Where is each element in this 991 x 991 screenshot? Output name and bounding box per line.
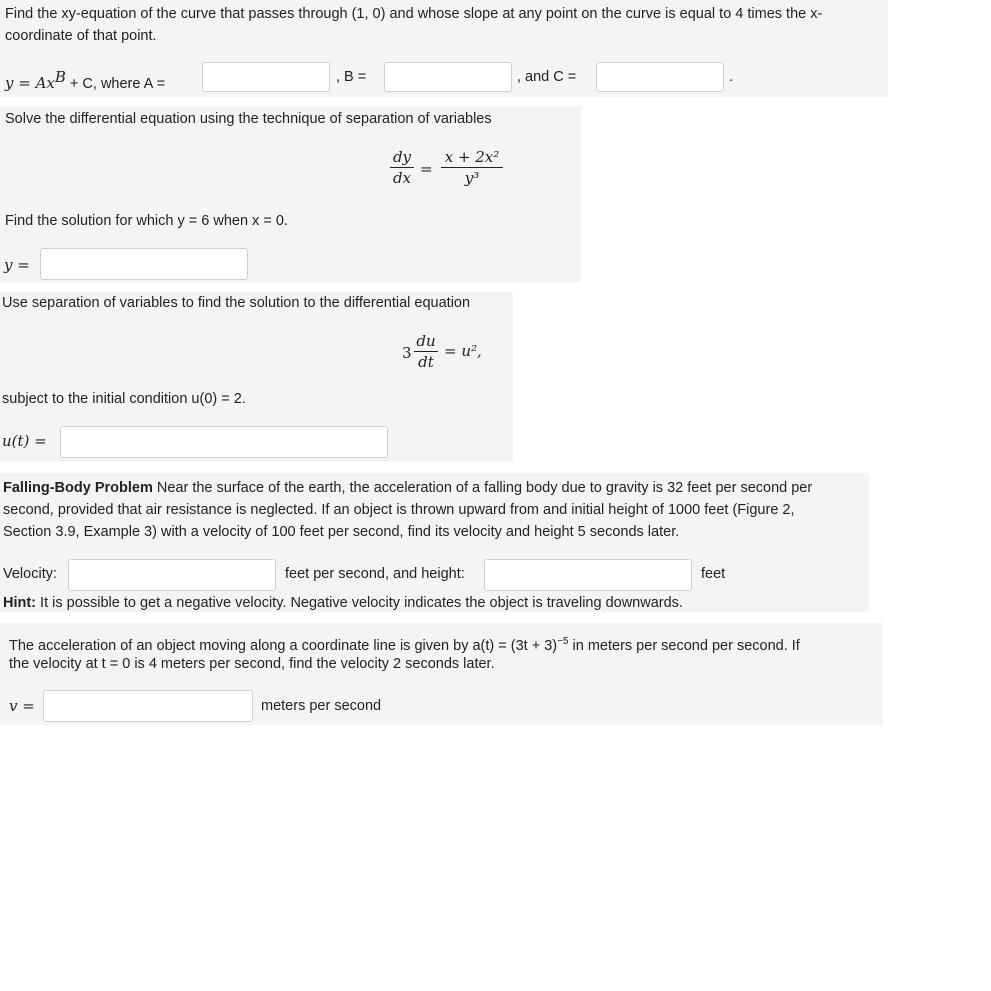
q2-lhs-fraction: [390, 148, 414, 187]
q4-text-line3: Section 3.9, Example 3) with a velocity of 100 feet per second, find its velocity and height 5 seconds later.: [3, 524, 680, 540]
q2-equals-sign: =: [420, 160, 433, 178]
q4-velocity-label: Velocity:: [3, 566, 57, 582]
q1-eq-prefix: y = Ax: [5, 73, 55, 92]
q1-text-line2: coordinate of that point.: [5, 28, 157, 44]
q4-title: Falling-Body Problem: [3, 480, 153, 496]
q2-lhs-denominator: dx: [392, 169, 412, 187]
q3-fraction-bar: [414, 351, 438, 352]
q3-coefficient: 3: [402, 344, 412, 362]
q5-unit-label: meters per second: [261, 698, 382, 714]
q2-answer-label: y =: [4, 256, 30, 274]
q4-text-line2: second, provided that air resistance is neglected. If an object is thrown upward from and initial height of 1000 feet (Figure 2,: [3, 502, 795, 518]
q3-numerator: du: [416, 332, 436, 350]
q5-text-line2: the velocity at t = 0 is 4 meters per second, find the velocity 2 seconds later.: [9, 656, 495, 672]
q4-hint-text: It is possible to get a negative velocity. Negative velocity indicates the object is traveling downwards.: [36, 595, 683, 611]
velocity-input[interactable]: [68, 559, 276, 591]
q5-line1b: in meters per second per second. If: [568, 637, 800, 654]
q2-rhs-fraction: [441, 148, 503, 187]
q3-rhs: = u²,: [444, 342, 482, 360]
q5-line1a: The acceleration of an object moving along a coordinate line is given by a(t) = (3t + 3): [9, 637, 558, 654]
q2-rhs-numerator: x + 2x²: [444, 148, 500, 166]
q2-rhs-denominator: y³: [464, 169, 480, 187]
answer-a-input[interactable]: [202, 62, 330, 92]
q1-equation-label: [5, 66, 165, 95]
q4-text-line1: [3, 477, 812, 499]
q1-text-line1: Find the xy-equation of the curve that passes through (1, 0) and whose slope at any point on the curve is equal to 4 times the x-: [5, 6, 823, 22]
q3-condition: subject to the initial condition u(0) = 2.: [2, 391, 246, 407]
height-input[interactable]: [484, 559, 692, 591]
q1-end-period: .: [729, 69, 734, 85]
q5-velocity-input[interactable]: [43, 690, 253, 722]
q4-mid-label: feet per second, and height:: [285, 566, 465, 582]
q2-rhs-fraction-bar: [441, 167, 503, 168]
q5-line1-sup: −5: [557, 636, 569, 647]
q3-answer-label: u(t) =: [2, 432, 47, 450]
q5-answer-label: v =: [9, 697, 35, 715]
q4-hint-title: Hint:: [3, 595, 37, 611]
q3-fraction: [414, 332, 438, 371]
q3-answer-input[interactable]: [60, 426, 388, 458]
q1-c-label: , and C =: [517, 69, 577, 85]
q3-denominator: dt: [418, 353, 434, 371]
answer-c-input[interactable]: [596, 62, 724, 92]
q1-eq-sup: B: [54, 68, 66, 86]
q4-hint: [3, 592, 683, 614]
q2-lhs-fraction-bar: [390, 167, 414, 168]
q1-eq-suffix: + C, where A =: [65, 75, 166, 92]
q2-answer-input[interactable]: [40, 248, 248, 280]
q3-prompt: Use separation of variables to find the solution to the differential equation: [2, 295, 471, 311]
answer-b-input[interactable]: [384, 62, 512, 92]
q2-prompt: Solve the differential equation using the technique of separation of variables: [5, 111, 492, 127]
q2-lhs-numerator: dy: [392, 148, 412, 166]
q4-feet-label: feet: [701, 566, 726, 582]
q1-b-label: , B =: [336, 69, 367, 85]
q2-condition: Find the solution for which y = 6 when x = 0.: [5, 213, 288, 229]
q4-line1-text: Near the surface of the earth, the acceleration of a falling body due to gravity is 32 feet per second per: [152, 480, 813, 496]
